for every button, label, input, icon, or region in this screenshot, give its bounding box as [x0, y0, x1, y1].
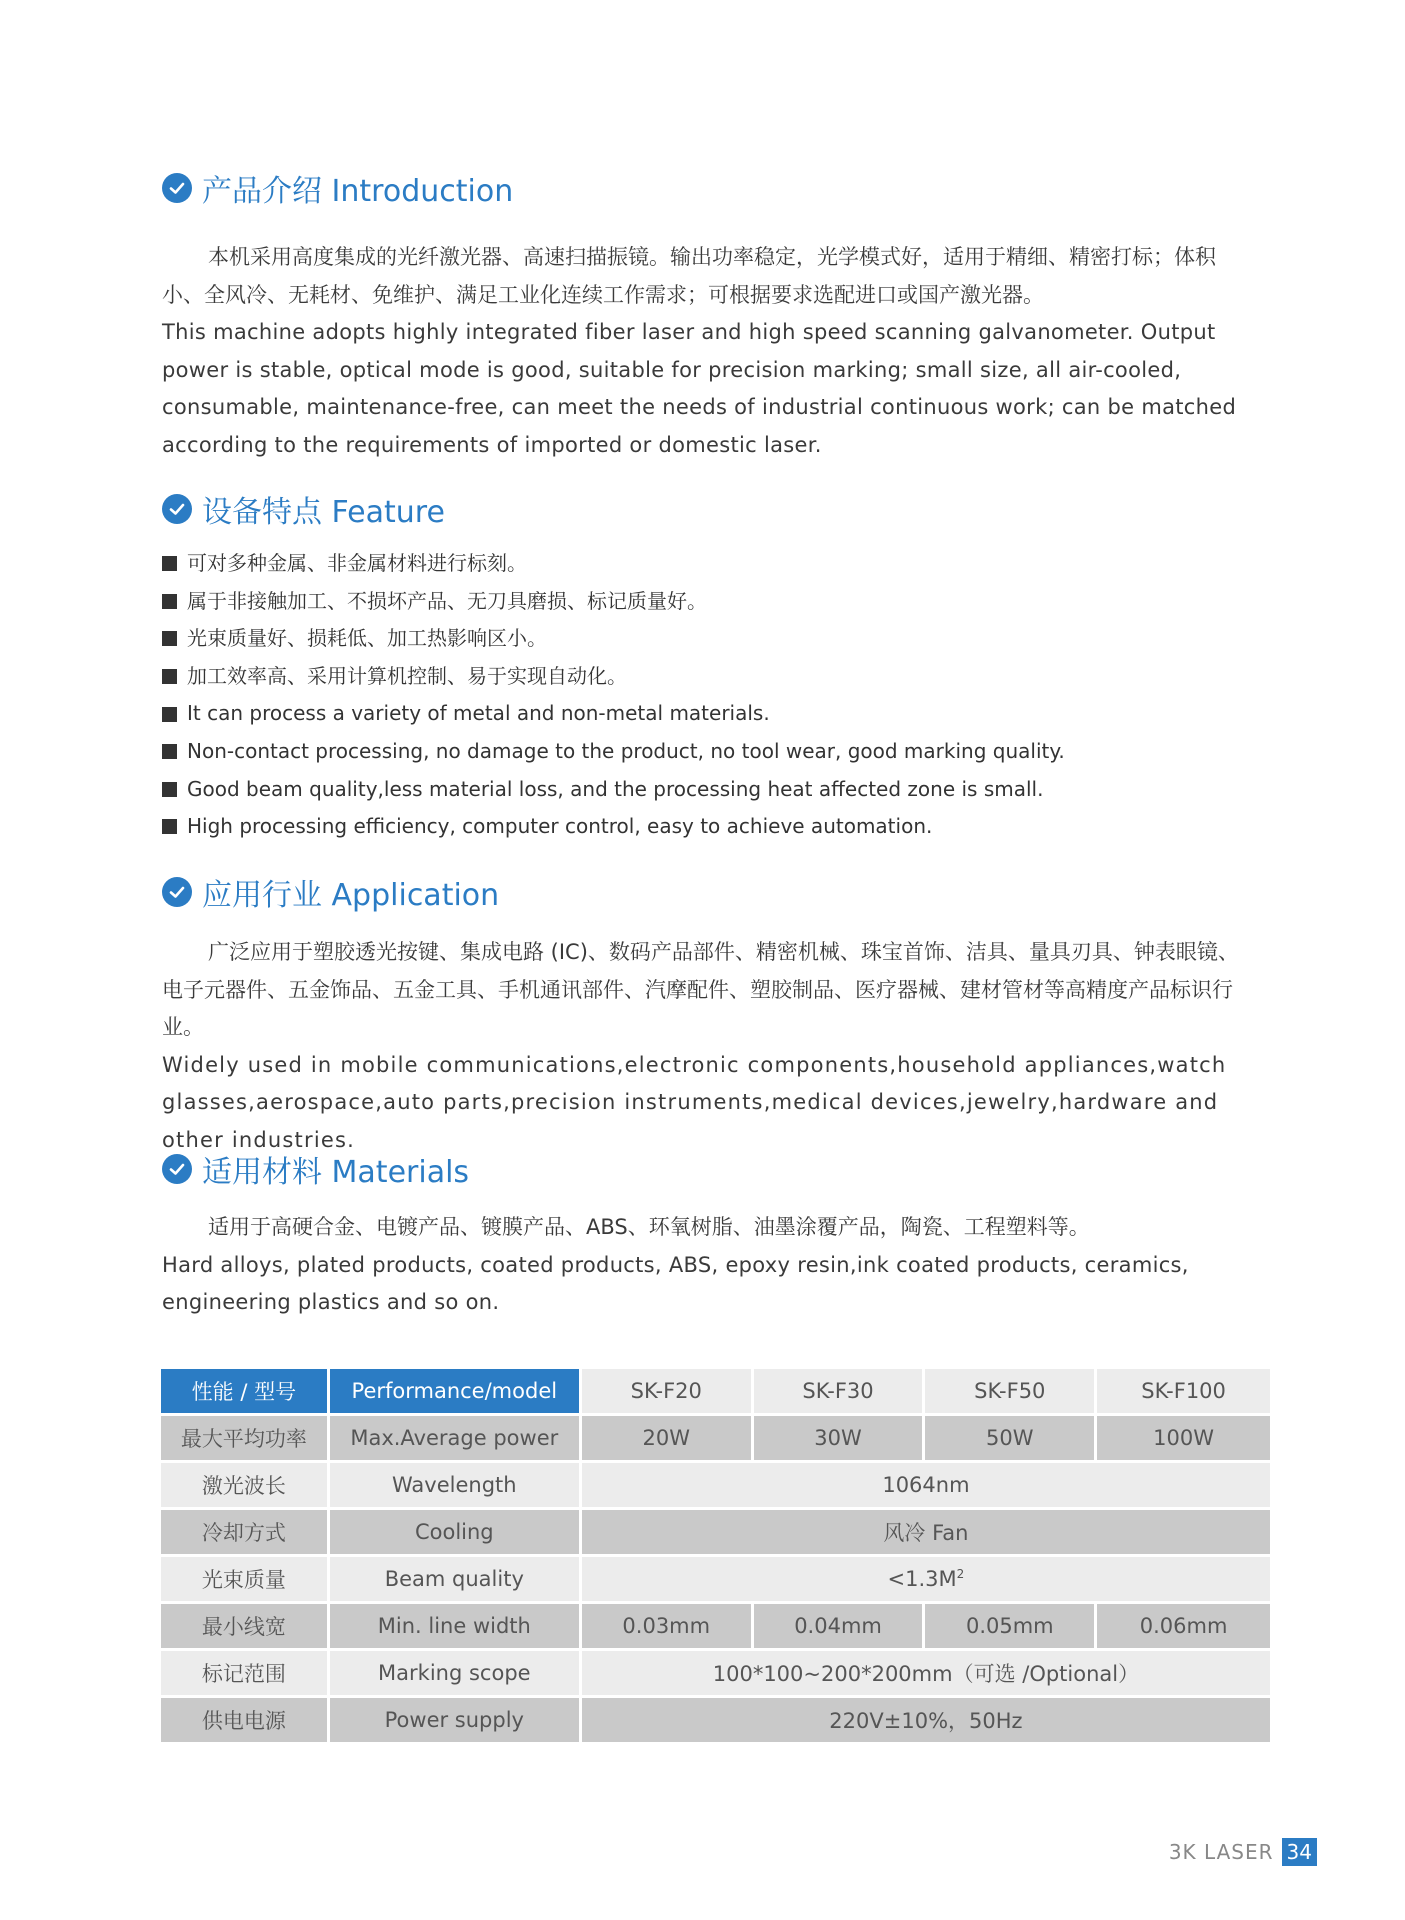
check-circle-icon: [162, 173, 192, 203]
materials-en: Hard alloys, plated products, coated products, ABS, epoxy resin,ink coated products, ceramics, engineering plastics and so on.: [162, 1252, 1189, 1314]
table-cell: 0.06mm: [1097, 1604, 1270, 1648]
square-bullet-icon: [162, 707, 177, 722]
list-item: 属于非接触加工、不损坏产品、无刀具磨损、标记质量好。: [162, 583, 1242, 621]
square-bullet-icon: [162, 669, 177, 684]
table-header-cell: SK-F30: [754, 1369, 923, 1413]
table-cell: $<1.3M^2$: [582, 1557, 1270, 1601]
list-item: 可对多种金属、非金属材料进行标刻。: [162, 545, 1242, 583]
table-cell: 20W: [582, 1416, 751, 1460]
table-row: [161, 1651, 1270, 1695]
table-cell: Min. line width: [330, 1604, 579, 1648]
materials-text: [162, 1209, 1242, 1322]
square-bullet-icon: [162, 782, 177, 797]
table-cell: 供电电源: [161, 1698, 327, 1742]
table-cell: 0.04mm: [754, 1604, 923, 1648]
list-item: High processing efficiency, computer control, easy to achieve automation.: [162, 808, 1242, 846]
feature-heading: 设备特点 Feature: [162, 487, 445, 531]
list-item: Good beam quality,less material loss, and the processing heat affected zone is small.: [162, 771, 1242, 809]
check-circle-icon: [162, 494, 192, 524]
table-cell: 50W: [925, 1416, 1094, 1460]
application-en: Widely used in mobile communications,electronic components,household appliances,watch glasses,aerospace,auto parts,precision instruments,medical devices,jewelry,hardware and other industries.: [162, 1052, 1227, 1152]
materials-zh: 适用于高硬合金、电镀产品、镀膜产品、ABS、环氧树脂、油墨涂覆产品，陶瓷、工程塑料等。: [208, 1215, 1090, 1239]
table-cell: 激光波长: [161, 1463, 327, 1507]
table-cell: 30W: [754, 1416, 923, 1460]
table-row: [161, 1463, 1270, 1507]
application-zh: 广泛应用于塑胶透光按键、集成电路 (IC)、数码产品部件、精密机械、珠宝首饰、洁具、量具刃具、钟表眼镜、电子元器件、五金饰品、五金工具、手机通讯部件、汽摩配件、塑胶制品、医疗器械、建材管材等高精度产品标识行业。: [162, 940, 1239, 1039]
table-cell: 光束质量: [161, 1557, 327, 1601]
square-bullet-icon: [162, 556, 177, 571]
list-item: 光束质量好、损耗低、加工热影响区小。: [162, 620, 1242, 658]
application-text: [162, 934, 1242, 1159]
spec-table: [158, 1366, 1273, 1745]
table-cell: Cooling: [330, 1510, 579, 1554]
table-cell: Wavelength: [330, 1463, 579, 1507]
table-header-cell: 性能 / 型号: [161, 1369, 327, 1413]
table-cell: 风冷 Fan: [582, 1510, 1270, 1554]
table-cell: 标记范围: [161, 1651, 327, 1695]
square-bullet-icon: [162, 594, 177, 609]
list-item: Non-contact processing, no damage to the product, no tool wear, good marking quality.: [162, 733, 1242, 771]
page-footer: [1169, 1838, 1317, 1866]
table-cell: 100W: [1097, 1416, 1270, 1460]
table-cell: 最小线宽: [161, 1604, 327, 1648]
table-cell: Beam quality: [330, 1557, 579, 1601]
table-row: [161, 1416, 1270, 1460]
table-cell: Power supply: [330, 1698, 579, 1742]
intro-zh: 本机采用高度集成的光纤激光器、高速扫描振镜。输出功率稳定，光学模式好，适用于精细、精密打标；体积小、全风冷、无耗材、免维护、满足工业化连续工作需求；可根据要求选配进口或国产激光器。: [162, 245, 1216, 307]
table-row: [161, 1510, 1270, 1554]
table-row: [161, 1698, 1270, 1742]
table-header-cell: SK-F20: [582, 1369, 751, 1413]
table-cell: Marking scope: [330, 1651, 579, 1695]
feature-list: [162, 545, 1242, 846]
table-cell: 0.03mm: [582, 1604, 751, 1648]
check-circle-icon: [162, 1154, 192, 1184]
table-header-cell: Performance/model: [330, 1369, 579, 1413]
intro-text: [162, 239, 1242, 464]
page-number: 34: [1282, 1838, 1317, 1866]
square-bullet-icon: [162, 631, 177, 646]
list-item: It can process a variety of metal and non-metal materials.: [162, 695, 1242, 733]
square-bullet-icon: [162, 744, 177, 759]
table-row: [161, 1604, 1270, 1648]
table-header-cell: SK-F100: [1097, 1369, 1270, 1413]
table-cell: Max.Average power: [330, 1416, 579, 1460]
table-header-row: [161, 1369, 1270, 1413]
table-header-cell: SK-F50: [925, 1369, 1094, 1413]
table-cell: 1064nm: [582, 1463, 1270, 1507]
table-cell: 0.05mm: [925, 1604, 1094, 1648]
intro-en: This machine adopts highly integrated fiber laser and high speed scanning galvanometer. Output power is stable, optical mode is good, suitable for precision marking; small size, all air-cooled, consumable, maintenance-free, can meet the needs of industrial continuous work; can be matched according to the requirements of imported or domestic laser.: [162, 320, 1237, 457]
application-heading: 应用行业 Application: [162, 870, 499, 914]
list-item: 加工效率高、采用计算机控制、易于实现自动化。: [162, 658, 1242, 696]
intro-heading: 产品介绍 Introduction: [162, 166, 513, 210]
brand-label: 3K LASER: [1168, 1840, 1274, 1864]
check-circle-icon: [162, 877, 192, 907]
table-row: [161, 1557, 1270, 1601]
table-cell: 最大平均功率: [161, 1416, 327, 1460]
table-cell: 冷却方式: [161, 1510, 327, 1554]
table-cell: 220V±10%，50Hz: [582, 1698, 1270, 1742]
table-cell: 100*100~200*200mm（可选 /Optional）: [582, 1651, 1270, 1695]
materials-heading: 适用材料 Materials: [162, 1147, 469, 1191]
square-bullet-icon: [162, 819, 177, 834]
